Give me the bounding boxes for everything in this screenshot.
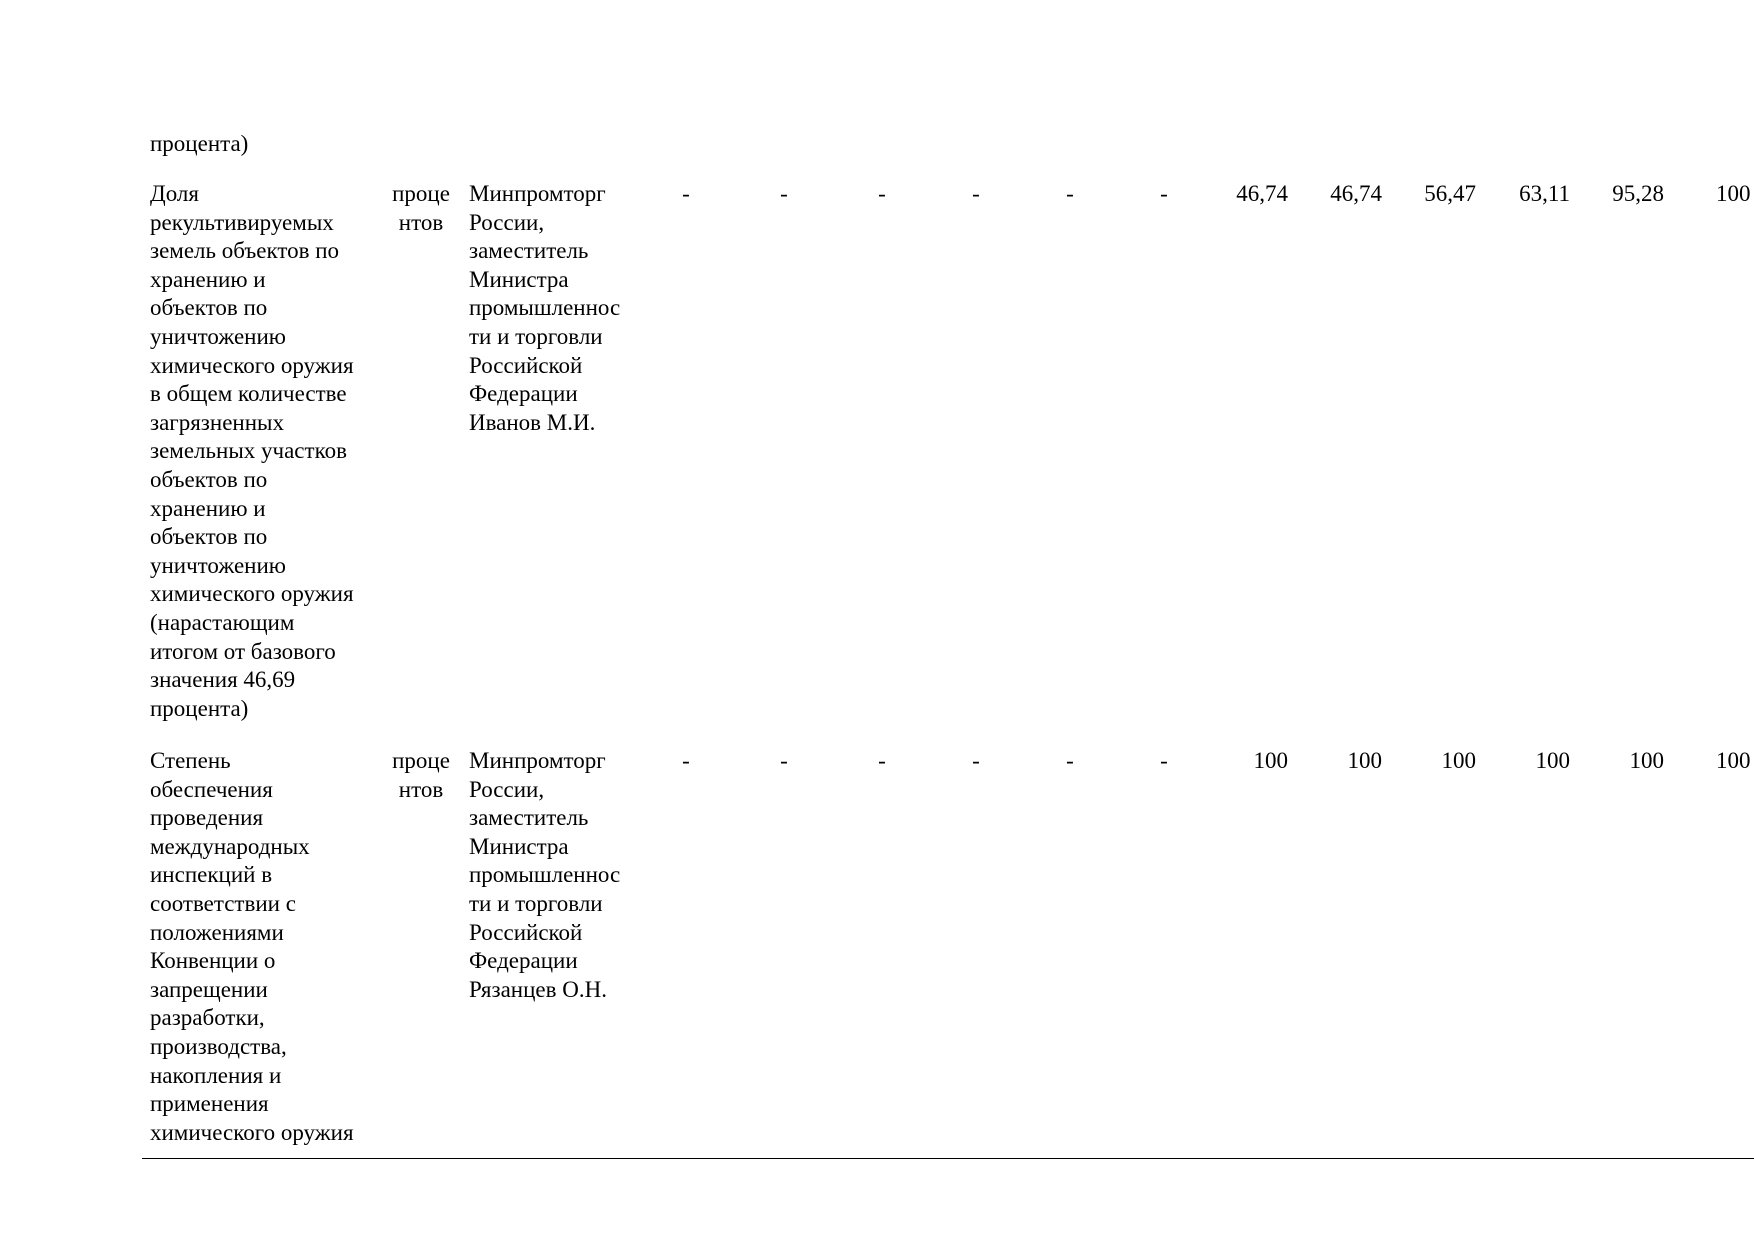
value-cell: 100	[1716, 748, 1751, 773]
table-bottom-rule	[142, 1158, 1754, 1159]
value-cell: -	[1160, 748, 1168, 773]
value-cell: 63,11	[1519, 181, 1570, 206]
value-cell: 100	[1716, 181, 1751, 206]
value-cell: -	[1066, 181, 1074, 206]
value-cell: -	[682, 748, 690, 773]
value-cell: -	[1066, 748, 1074, 773]
value-cell: -	[878, 181, 886, 206]
value-cell: 100	[1629, 748, 1664, 773]
value-cell: -	[780, 748, 788, 773]
value-cell: 100	[1347, 748, 1382, 773]
value-cell: -	[780, 181, 788, 206]
responsible-cell: Минпромторг России, заместитель Министра промышленнос ти и торговли Российской Федерации Рязанцев О.Н.	[469, 748, 621, 1002]
value-cell: 100	[1253, 748, 1288, 773]
value-cell: 46,74	[1236, 181, 1288, 206]
value-cell: 95,28	[1612, 181, 1664, 206]
value-cell: 56,47	[1424, 181, 1476, 206]
value-cell: -	[682, 181, 690, 206]
value-cell: -	[972, 181, 980, 206]
value-cell: 100	[1441, 748, 1476, 773]
value-cell: 100	[1535, 748, 1570, 773]
continuation-text: процента)	[150, 131, 249, 156]
value-cell: -	[878, 748, 886, 773]
value-cell: -	[972, 748, 980, 773]
indicator-name: Степень обеспечения проведения международных инспекций в соответствии с положениями Конвенции о запрещении разработки, производства, накопления и применения химического оружия	[150, 748, 354, 1145]
value-cell: -	[1160, 181, 1168, 206]
value-cell: 46,74	[1330, 181, 1382, 206]
responsible-cell: Минпромторг России, заместитель Министра промышленнос ти и торговли Российской Федерации Иванов М.И.	[469, 181, 621, 435]
unit-cell: проце нтов	[392, 748, 450, 802]
unit-cell: проце нтов	[392, 181, 450, 235]
indicator-name: Доля рекультивируемых земель объектов по хранению и объектов по уничтожению химического оружия в общем количестве загрязненных земельных участков объектов по хранению и объектов по уничтожению химического оружия (нарастающим итогом от базового значения 46,69 процента)	[150, 181, 354, 721]
